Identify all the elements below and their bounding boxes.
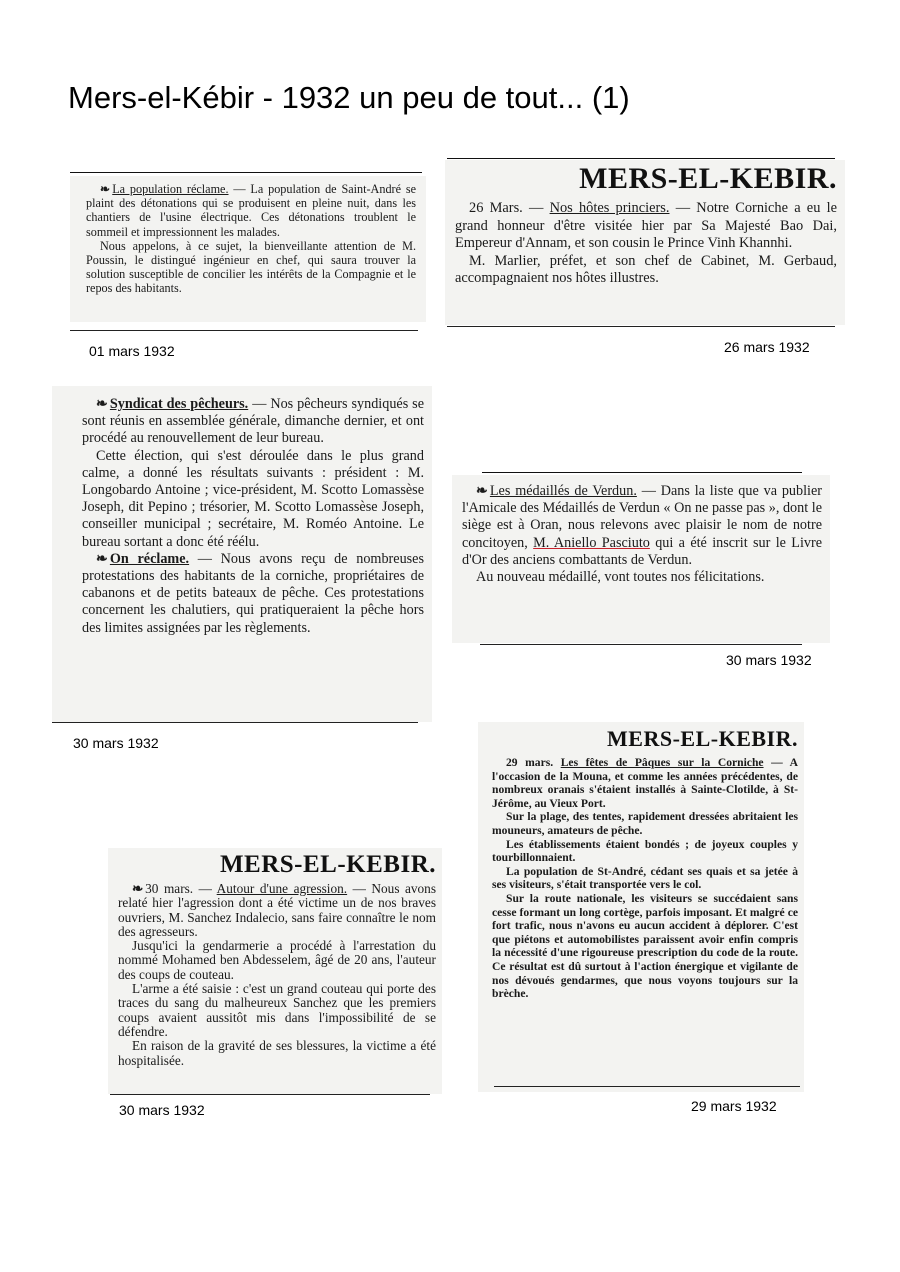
clipping-date: 30 mars 1932 (73, 735, 159, 751)
clipping-heading: Syndicat des pêcheurs. (109, 396, 249, 412)
clipping-text: — A l'occasion de la Mouna, et comme les années précédentes, de nombreux oranais s'étaient installés à Sainte-Clotilde, à St-Jérôme, au Vieux Port. (492, 756, 798, 810)
clipping-hotes-princiers (445, 160, 845, 325)
bullet-icon: ❧ (476, 483, 486, 499)
clipping-heading: La population réclame. (112, 182, 229, 196)
clipping-bottom-rule (52, 722, 418, 723)
clipping-date: 01 mars 1932 (89, 343, 175, 359)
clipping-paragraph (86, 182, 416, 239)
clipping-paragraph (492, 756, 798, 810)
clipping-heading: On réclame. (109, 550, 190, 567)
clipping-paragraph (462, 483, 822, 569)
clipping-bottom-rule (480, 644, 802, 645)
clipping-paragraph: Sur la plage, des tentes, rapidement dressées abritaient les mouneurs, amateurs de pêche. (492, 810, 798, 837)
clipping-heading: Nos hôtes princiers. (549, 200, 670, 216)
person-name: M. Aniello Pasciuto (533, 534, 650, 551)
clipping-lead: 26 Mars. — (469, 200, 544, 216)
clipping-paragraph (82, 396, 424, 448)
clipping-text: — Nous avons relaté hier l'agression dont a été victime un de nos braves ouvriers, M. Sanchez Indalecio, sans faire connaître le nom des agresseurs. (118, 881, 437, 939)
masthead: MERS-EL-KEBIR. (607, 726, 798, 751)
clipping-top-rule (70, 172, 422, 173)
clipping-paragraph (118, 882, 436, 939)
clipping-paragraph: L'arme a été saisie : c'est un grand couteau qui porte des traces du sang du malheureux Sanchez que les premiers coups avaient aussitôt mis dans l'impossibilité de se défendre. (118, 981, 436, 1039)
clipping-text: — Notre Corniche a eu le grand honneur d'être visitée hier par Sa Majesté Bao Dai, Empereur d'Annam, et son cousin le Prince Vinh Khannhi. (455, 200, 837, 252)
clipping-lead: 30 mars. — (145, 881, 212, 896)
clipping-paragraph: Jusqu'ici la gendarmerie a procédé à l'arrestation du nommé Mohamed ben Abdesselem, âgé de 20 ans, l'auteur des coups de couteau. (118, 938, 436, 982)
clipping-text: — Nos pêcheurs syndiqués se sont réunis en assemblée générale, dimanche dernier, et ont procédé au renouvellement de leur bureau. (82, 396, 424, 447)
clipping-heading: Autour d'une agression. (216, 881, 348, 896)
clipping-date: 30 mars 1932 (119, 1102, 205, 1118)
clipping-date: 30 mars 1932 (726, 652, 812, 668)
clipping-paragraph (455, 200, 837, 253)
page-title: Mers-el-Kébir - 1932 un peu de tout... (1) (68, 80, 630, 115)
clipping-bottom-rule (447, 326, 835, 327)
clipping-syndicat-pecheurs (52, 386, 432, 722)
clipping-heading: Les fêtes de Pâques sur la Corniche (560, 756, 764, 769)
bullet-icon: ❧ (96, 396, 106, 412)
clipping-population-reclame (70, 176, 426, 322)
masthead: MERS-EL-KEBIR. (219, 851, 436, 878)
clipping-paragraph (82, 551, 424, 637)
clipping-bottom-rule (110, 1094, 430, 1095)
clipping-bottom-rule (70, 330, 418, 331)
masthead: MERS-EL-KEBIR. (579, 162, 837, 195)
clipping-paragraph: Nous appelons, à ce sujet, la bienveillante attention de M. Poussin, le distingué ingénieur en chef, qui saura trouver la solution susceptible de concilier les intérêts de la Compagnie et le repos des habitants. (86, 238, 416, 296)
bullet-icon: ❧ (96, 550, 106, 567)
bullet-icon: ❧ (132, 881, 142, 896)
bullet-icon: ❧ (100, 182, 109, 196)
clipping-paragraph: Sur la route nationale, les visiteurs se succédaient sans cesse formant un long cortège, parfois imposant. Et malgré ce fort trafic, nous n'avons eu aucun accident à déplorer. C'est que piétons et automobilistes paraissent avoir enfin compris la nécessité d'une rigoureuse prescription du code de la route. Ce résultat est dû surtout à l'action énergique et vigilante de nos dévoués gendarmes, que nous voyons toujours sur la brèche. (492, 891, 798, 1001)
clipping-text: — Dans la liste que va publier l'Amicale des Médaillés de Verdun « On ne passe pas », dont le siège est à Oran, nous relevons avec plaisir le nom de notre concitoyen, (462, 483, 823, 551)
clipping-paragraph: Cette élection, qui s'est déroulée dans le plus grand calme, a donné les résultats suivants : président : M. Longobardo Antoine ; vice-président, M. Scotto Lomassèse Joseph, dit Pepino ; trésorier, M. Scotto Lomassèse Joseph, conseiller municipal ; secrétaire, M. Roméo Antoine. Le bureau sortant a donc été réélu. (82, 447, 424, 550)
clipping-paragraph: Au nouveau médaillé, vont toutes nos félicitations. (476, 569, 765, 586)
clipping-text: — Nous avons reçu de nombreuses protestations des habitants de la corniche, propriétaires de cabanons et de petits bateaux de pêche. Ces protestations concernent les chalutiers, qui pratiqueraient la pêche hors des limites assignées par les règlements. (82, 550, 425, 636)
clipping-top-rule (482, 472, 802, 473)
clipping-top-rule (447, 158, 835, 159)
clipping-paragraph: La population de St-André, cédant ses quais et sa jetée à ses visiteurs, s'était transportée vers le col. (492, 864, 798, 892)
clipping-heading: Les médaillés de Verdun. (489, 483, 637, 499)
clipping-date: 29 mars 1932 (691, 1098, 777, 1114)
clipping-lead: 29 mars. (506, 756, 554, 769)
clipping-text: — La population de Saint-André se plaint des détonations qui se produisent en pleine nuit, dans les chantiers de l'usine électrique. Ces détonations troublent le sommeil et impressionnent les malades. (86, 182, 417, 239)
clipping-paragraph: Les établissements étaient bondés ; de joyeux couples y tourbillonnaient. (492, 837, 798, 865)
clipping-paragraph: M. Marlier, préfet, et son chef de Cabinet, M. Gerbaud, accompagnaient nos hôtes illustres. (455, 252, 837, 287)
clipping-text: qui a été inscrit sur le Livre d'Or des anciens combattants de Verdun. (462, 534, 823, 568)
clipping-agression (108, 848, 442, 1094)
clipping-date: 26 mars 1932 (724, 339, 810, 355)
clipping-medailles-verdun (452, 475, 830, 643)
clipping-bottom-rule (494, 1086, 800, 1087)
clipping-fetes-paques (478, 722, 804, 1092)
clipping-paragraph: En raison de la gravité de ses blessures, la victime a été hospitalisée. (118, 1038, 436, 1068)
